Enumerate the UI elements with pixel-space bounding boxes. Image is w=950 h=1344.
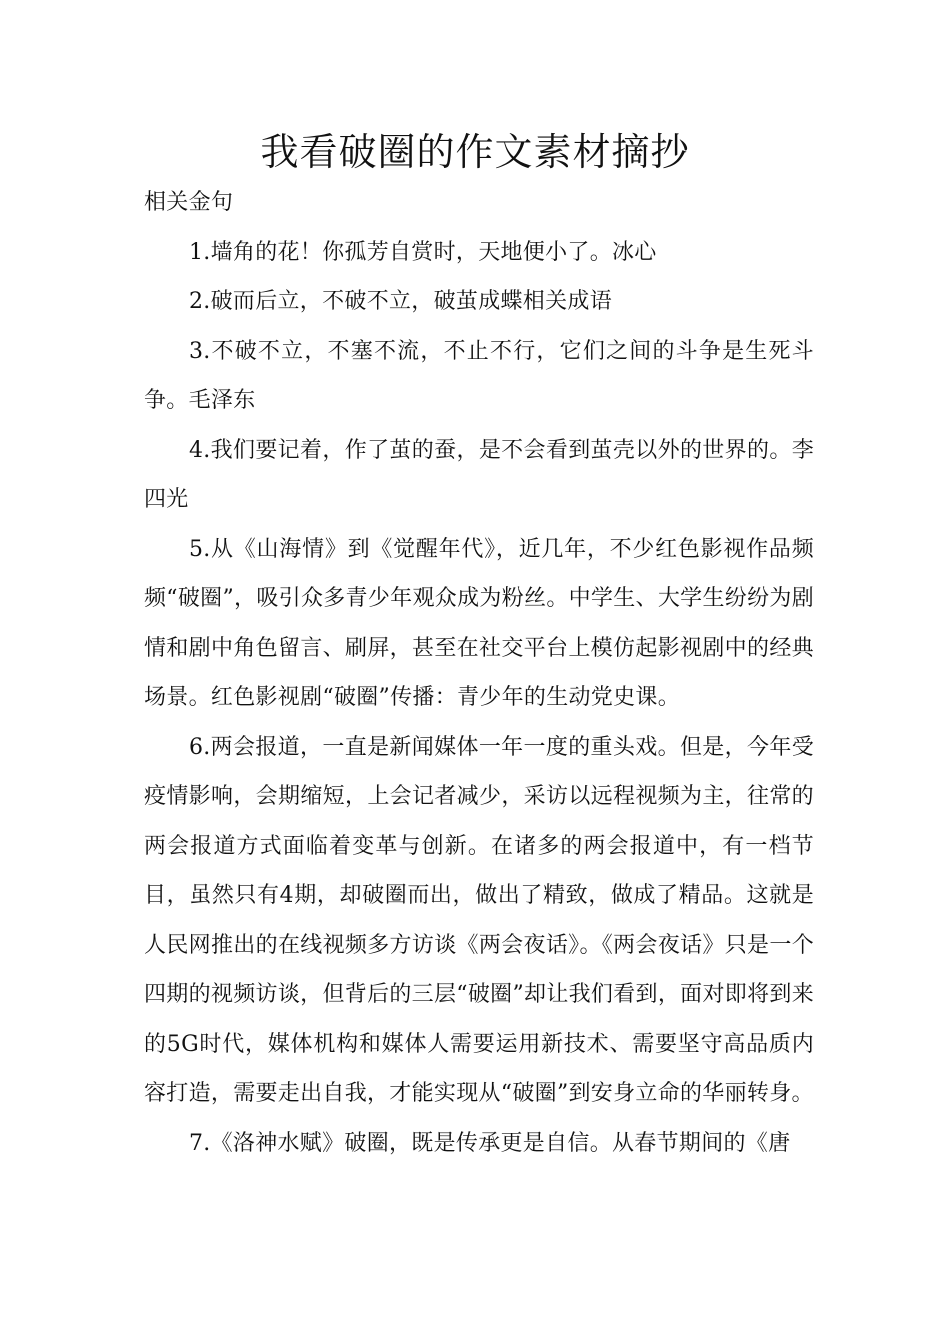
paragraph-5: 5.从《山海情》到《觉醒年代》，近几年，不少红色影视作品频频“破圈”，吸引众多青少年观众成为粉丝。中学生、大学生纷纷为剧情和剧中角色留言、刷屏，甚至在社交平台上模仿起影视剧中的经典场景。红色影视剧“破圈”传播：青少年的生动党史课。 bbox=[144, 536, 814, 710]
paragraph-4: 4.我们要记着，作了茧的蚕，是不会看到茧壳以外的世界的。李四光 bbox=[144, 437, 814, 512]
paragraph-3: 3.不破不立，不塞不流，不止不行，它们之间的斗争是生死斗争。毛泽东 bbox=[144, 338, 814, 413]
paragraph-2: 2.破而后立，不破不立，破茧成蝶相关成语 bbox=[189, 289, 612, 314]
section-label: 相关金句 bbox=[144, 190, 234, 215]
paragraph-6: 6.两会报道，一直是新闻媒体一年一度的重头戏。但是，今年受疫情影响，会期缩短，上会记者减少，采访以远程视频为主，往常的两会报道方式面临着变革与创新。在诸多的两会报道中，有一档节目，虽然只有4期，却破圈而出，做出了精致，做成了精品。这就是人民网推出的在线视频多方访谈《两会夜话》。《两会夜话》只是一个四期的视频访谈，但背后的三层“破圈”却让我们看到，面对即将到来的5G时代，媒体机构和媒体人需要运用新技术、需要坚守高品质内容打造，需要走出自我，才能实现从“破圈”到安身立命的华丽转身。 bbox=[144, 734, 814, 1106]
paragraph-1: 1.墙角的花！你孤芳自赏时，天地便小了。冰心 bbox=[189, 239, 657, 265]
document-title: 我看破圈的作文素材摘抄 bbox=[260, 130, 690, 174]
document-body bbox=[144, 178, 814, 1168]
paragraph-7: 7.《洛神水赋》破圈，既是传承更是自信。从春节期间的《唐 bbox=[189, 1130, 791, 1156]
